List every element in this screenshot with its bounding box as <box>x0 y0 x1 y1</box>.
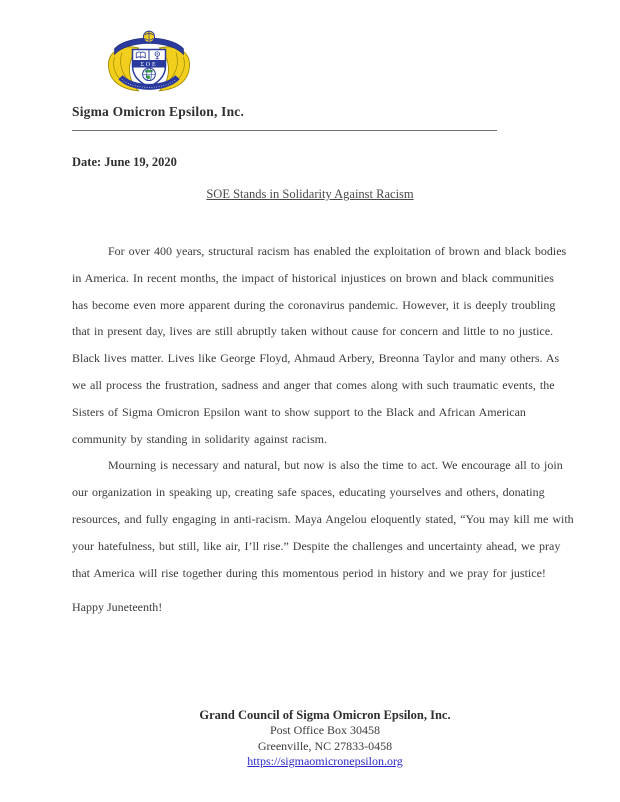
header-divider <box>72 130 497 131</box>
footer-org-name: Grand Council of Sigma Omicron Epsilon, Inc. <box>199 708 451 722</box>
body-line: Mourning is necessary and natural, but now is also the time to act. We encourage all to join <box>108 458 563 473</box>
body-line: has become even more apparent during the coronavirus pandemic. However, it is deeply troubling <box>72 297 556 312</box>
letter-body <box>72 238 574 586</box>
body-line: Sisters of Sigma Omicron Epsilon want to show support to the Black and African American <box>72 404 526 419</box>
footer <box>65 708 585 770</box>
body-line: resources, and fully engaging in anti-racism. Maya Angelou eloquently stated, “You may kill me with <box>72 511 574 526</box>
body-line: that America will rise together during this momentous period in history and we pray for justice! <box>72 565 546 580</box>
soe-crest-logo <box>104 28 194 98</box>
body-line: our organization in speaking up, creating safe spaces, educating yourselves and others, donating <box>72 485 545 500</box>
letter-title: SOE Stands in Solidarity Against Racism <box>206 187 414 201</box>
footer-city-state-zip: Greenville, NC 27833-0458 <box>257 738 393 753</box>
closing-line: Happy Juneteenth! <box>72 600 163 614</box>
date-line: Date: June 19, 2020 <box>72 155 177 169</box>
footer-po-box: Post Office Box 30458 <box>269 723 381 738</box>
monogram-text: ΣΟΕ <box>140 62 158 68</box>
body-line: we all process the frustration, sadness and anger that comes along with such traumatic events, the <box>72 377 555 392</box>
crest-knot <box>143 31 154 42</box>
body-line: community by standing in solidarity against racism. <box>72 431 327 446</box>
org-name: Sigma Omicron Epsilon, Inc. <box>72 104 245 119</box>
globe-icon <box>143 68 156 81</box>
body-line: in America. In recent months, the impact of historical injustices on brown and black communities <box>72 270 554 285</box>
body-line: your hatefulness, but still, like air, I’ll rise.” Despite the challenges and uncertainty ahead, we pray <box>72 538 561 553</box>
body-line: that in present day, lives are still abruptly taken without cause for concern and little to no justice. <box>72 324 554 339</box>
body-line: For over 400 years, structural racism has enabled the exploitation of brown and black bodies <box>108 244 567 258</box>
body-line: Black lives matter. Lives like George Floyd, Ahmaud Arbery, Breonna Taylor and many others. As <box>72 351 560 366</box>
book-icon <box>136 52 145 58</box>
website-link[interactable]: https://sigmaomicronepsilon.org <box>247 754 403 769</box>
